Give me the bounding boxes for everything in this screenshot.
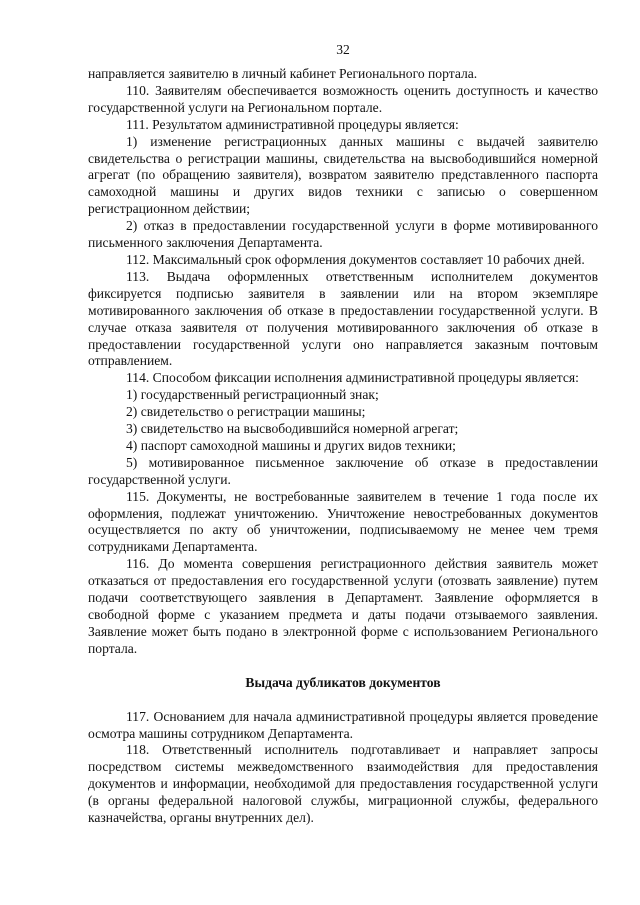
paragraph: 118. Ответственный исполнитель подготавливает и направляет запросы посредством системы межведомственного взаимодействия для предоставления документов и информации, необходимой для предоставления государственной услуги (в органы федеральной налоговой службы, миграционной службы, федерального казначейства, органы внутренних дел). bbox=[88, 742, 598, 826]
paragraph: 112. Максимальный срок оформления документов составляет 10 рабочих дней. bbox=[126, 251, 585, 267]
paragraph: 110. Заявителям обеспечивается возможность оценить доступность и качество государственной услуги на Региональном портале. bbox=[88, 82, 598, 115]
paragraph: 113. Выдача оформленных ответственным исполнителем документов фиксируется подписью заявителя в заявлении или на втором экземпляре мотивированного заключения об отказе в предоставлении государственной услуги. В случае отказа заявителя от получения мотивированного заключения об отказе в предоставлении государственной услуги оно направляется заказным почтовым отправлением. bbox=[88, 268, 598, 369]
paragraph: 5) мотивированное письменное заключение об отказе в предоставлении государственной услуги. bbox=[88, 454, 598, 487]
paragraph: 1) изменение регистрационных данных машины с выдачей заявителю свидетельства о регистрации машины, свидетельства на высвободившийся номерной агрегат (по обращению заявителя), возвратом заявителю представленного паспорта самоходной машины и других видов техники с записью о совершенном регистрационном действии; bbox=[88, 133, 598, 217]
paragraph: 114. Способом фиксации исполнения административной процедуры является: bbox=[126, 370, 579, 386]
paragraph: 116. До момента совершения регистрационного действия заявитель может отказаться от предоставления его государственной услуги (отозвать заявление) путем подачи соответствующего заявления в Департамент. Заявление оформляется в свободной форме с указанием предмета и даты подачи отзываемого заявления. Заявление может быть подано в электронной форме с использованием Регионального портала. bbox=[88, 556, 598, 656]
document-body bbox=[88, 66, 598, 827]
paragraphs-top bbox=[88, 66, 598, 658]
paragraph: 115. Документы, не востребованные заявителем в течение 1 года после их оформления, подлежат уничтожению. Уничтожение невостребованных документов осуществляется по акту об уничтожении, подписываемому не менее чем тремя сотрудниками Департамента. bbox=[88, 488, 598, 555]
paragraphs-bottom bbox=[88, 709, 598, 827]
paragraph: направляется заявителю в личный кабинет Регионального портала. bbox=[88, 66, 478, 81]
paragraph: 2) свидетельство о регистрации машины; bbox=[126, 404, 366, 420]
paragraph: 111. Результатом административной процедуры является: bbox=[126, 116, 459, 132]
paragraph: 117. Основанием для начала административной процедуры является проведение осмотра машины сотрудником Департамента. bbox=[88, 708, 598, 741]
paragraph: 4) паспорт самоходной машины и других видов техники; bbox=[126, 437, 456, 453]
page-number: 32 bbox=[336, 42, 350, 57]
section-heading: Выдача дубликатов документов bbox=[245, 674, 441, 690]
paragraph: 1) государственный регистрационный знак; bbox=[126, 387, 379, 403]
paragraph: 3) свидетельство на высвободившийся номерной агрегат; bbox=[126, 421, 459, 437]
paragraph: 2) отказ в предоставлении государственной услуги в форме мотивированного письменного заключения Департамента. bbox=[88, 218, 598, 251]
